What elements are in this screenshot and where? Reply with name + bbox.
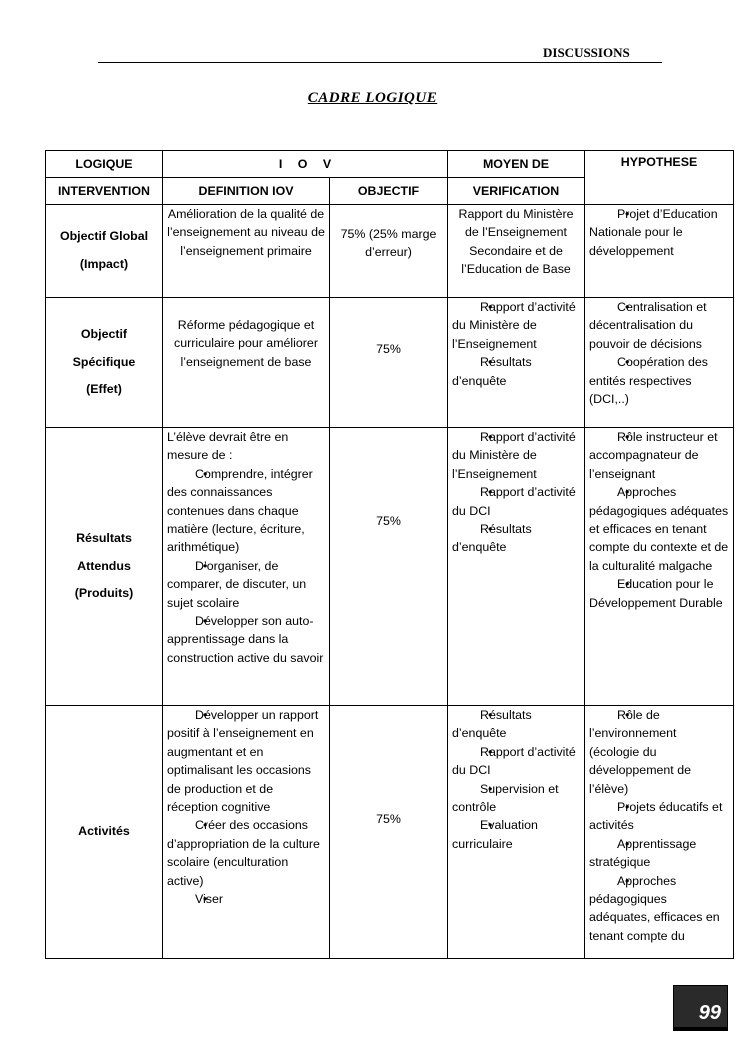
hypothese-cell [585, 298, 734, 428]
row-label [46, 298, 163, 428]
row-label [46, 428, 163, 706]
row-label-line: Spécifique [72, 354, 136, 369]
header-iov: I O V [163, 151, 448, 178]
list-item: • Viser [167, 890, 325, 908]
table-header-row [46, 151, 734, 178]
row-label [46, 706, 163, 959]
definition-cell [163, 428, 330, 706]
row-label-line: (Impact) [79, 257, 129, 271]
list-item: • Résultats d’enquête [452, 520, 580, 557]
list-item: • Rôle de l’environnement (écologie du développement de l’élève) [589, 706, 729, 798]
list-item: • Approches pédagogiques adéquates et efficaces en tenant compte du contexte et de la culturalité malgache [589, 483, 729, 575]
objectif-cell: 75% [330, 706, 448, 959]
header-rule [98, 62, 662, 63]
moyen-cell [448, 205, 585, 298]
list-item: • Supervision et contrôle [452, 780, 580, 817]
header-intervention: INTERVENTION [46, 178, 163, 205]
list-item: • Résultats d’enquête [452, 353, 580, 390]
list-item: • Créer des occasions d’appropriation de la culture scolaire (enculturation active) [167, 816, 325, 890]
row-label-line: (Effet) [86, 382, 122, 397]
page-number-badge [673, 985, 728, 1031]
list-item: • Coopération des entités respectives (DCI,..) [589, 353, 729, 408]
row-label-line: Objectif Global [59, 229, 149, 244]
running-header: DISCUSSIONS [543, 45, 630, 60]
row-label [46, 205, 163, 298]
row-label-line: (Produits) [74, 586, 134, 601]
list-item: • Rapport d’activité du DCI [452, 743, 580, 780]
header-objectif: OBJECTIF [330, 178, 448, 205]
list-item: • Rapport d’activité du Ministère de l’Enseignement [452, 428, 580, 483]
list-item: • Rôle instructeur et accompagnateur de l’enseignant [589, 428, 729, 483]
list-item: • Apprentissage stratégique [589, 835, 729, 872]
list-item: • Comprendre, intégrer des connaissances contenues dans chaque matière (lecture, écriture, arithmétique) [167, 465, 325, 557]
list-item: • Evaluation curriculaire [452, 816, 580, 853]
table-row [46, 205, 734, 298]
list-item: • Rapport d’activité du DCI [452, 483, 580, 520]
objectif-cell: 75% [330, 428, 448, 706]
list-item: • Centralisation et décentralisation du pouvoir de décisions [589, 298, 729, 353]
header-verification: VERIFICATION [448, 178, 585, 205]
row-label-line: Attendus [77, 558, 131, 573]
hypothese-cell [585, 428, 734, 706]
list-item: • Résultats d’enquête [452, 706, 580, 743]
definition-cell [163, 298, 330, 428]
moyen-text: Rapport du Ministère de l’Enseignement Secondaire et de l’Education de Base [458, 207, 574, 277]
list-item: • Développer un rapport positif à l’enseignement en augmentant et en optimalisant les occasions de production et de réception cognitive [167, 706, 325, 816]
objectif-cell: 75% (25% marge d’erreur) [330, 205, 448, 298]
table-row [46, 706, 734, 959]
page-title: CADRE LOGIQUE [307, 90, 438, 106]
table-row [46, 298, 734, 428]
definition-intro: L’élève devrait être en mesure de : [167, 430, 289, 463]
hypothese-cell [585, 706, 734, 959]
row-label-line: Objectif [80, 327, 128, 342]
objectif-cell: 75% [330, 298, 448, 428]
moyen-cell [448, 298, 585, 428]
list-item: • Développer son auto-apprentissage dans la construction active du savoir [167, 612, 325, 667]
header-logique: LOGIQUE [46, 151, 163, 178]
logical-framework-table [45, 150, 734, 959]
header-moyen: MOYEN DE [448, 151, 585, 178]
definition-cell [163, 706, 330, 959]
list-item: • Education pour le Développement Durable [589, 575, 729, 612]
page-number: 99 [698, 1002, 721, 1024]
hypothese-cell [585, 205, 734, 298]
moyen-cell [448, 428, 585, 706]
row-label-line: Résultats [76, 531, 132, 546]
list-item: • D’organiser, de comparer, de discuter, un sujet scolaire [167, 557, 325, 612]
header-definition-iov: DEFINITION IOV [163, 178, 330, 205]
header-hypothese: HYPOTHESE [585, 151, 734, 205]
definition-cell [163, 205, 330, 298]
moyen-cell [448, 706, 585, 959]
row-label-line: Activités [78, 824, 130, 839]
list-item: • Approches pédagogiques adéquates, efficaces en tenant compte du [589, 872, 729, 946]
table-row [46, 428, 734, 706]
list-item: • Projets éducatifs et activités [589, 798, 729, 835]
list-item: • Projet d’Education Nationale pour le développement [589, 205, 729, 260]
list-item: • Rapport d’activité du Ministère de l’Enseignement [452, 298, 580, 353]
definition-text: Réforme pédagogique et curriculaire pour améliorer l’enseignement de base [174, 318, 318, 369]
definition-text: Amélioration de la qualité de l’enseignement au niveau de l’enseignement primaire [167, 207, 325, 258]
